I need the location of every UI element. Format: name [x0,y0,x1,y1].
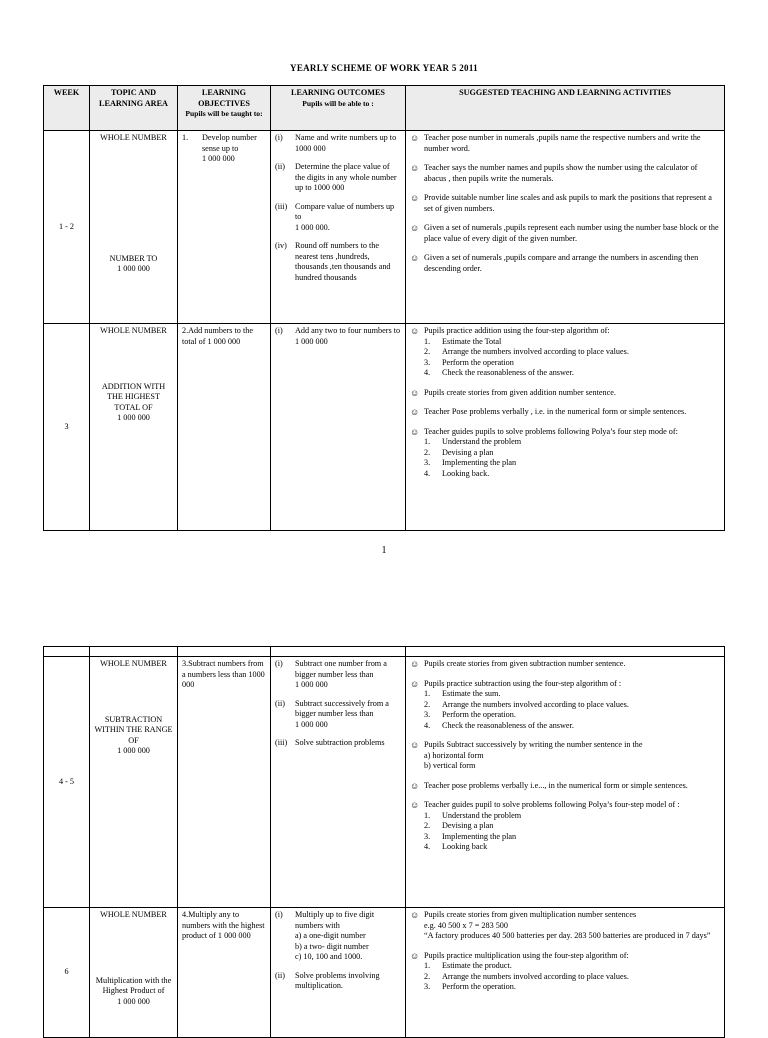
outcomes-cell [271,131,406,324]
smiley-icon: ☺ [410,800,420,810]
header-week: WEEK [44,86,90,131]
activity-steps [424,961,720,993]
activity-item [410,388,720,399]
topic-cell [90,131,178,324]
outcome-item [275,971,401,992]
outcome-text: Compare value of numbers up to 1 000 000. [295,201,395,232]
objective-text: 4.Multiply any to numbers with the highest product of 1 000 000 [182,910,265,940]
activity-text: Teacher Pose problems verbally , i.e. in the numerical form or simple sentences. [424,407,687,416]
outcomes-cell [271,657,406,908]
outcome-item [275,659,401,691]
step-text: Arrange the numbers involved according to place values. [442,699,629,709]
activity-body [424,326,720,379]
activity-text: Pupils practice addition using the four-step algorithm of: [424,326,610,335]
activity-step [424,458,720,469]
activities-cell [406,131,725,324]
step-text: Implementing the plan [442,831,517,841]
activities-cell [406,324,725,531]
activity-steps [424,337,720,379]
activity-body [424,740,720,772]
step-number: 4. [424,720,431,730]
table-header-row-blank [44,647,725,657]
step-text: Check the reasonableness of the answer. [442,720,574,730]
activity-text: Pupils create stories from given addition number sentence. [424,387,616,397]
step-number: 4. [424,468,431,478]
page-number: 1 [381,545,387,556]
document-title: YEARLY SCHEME OF WORK YEAR 5 2011 [290,63,478,73]
week-cell: 6 [44,908,90,1038]
smiley-icon: ☺ [410,326,420,336]
activity-step [424,469,720,480]
activity-body [424,910,720,942]
smiley-icon: ☺ [410,740,420,750]
topic-cell [90,908,178,1038]
step-number: 1. [424,961,431,970]
step-number: 3. [424,982,431,991]
step-number: 2. [424,347,431,356]
activity-body [424,800,720,853]
outcome-text: Name and write numbers up to 1000 000 [295,133,397,153]
outcome-item [275,699,401,731]
outcome-text: Solve subtraction problems [295,738,385,747]
step-text: Implementing the plan [442,458,517,467]
step-text: Estimate the Total [442,336,502,346]
topic-subject: SUBTRACTION WITHIN THE RANGE OF 1 000 000 [94,714,173,755]
header-activities: SUGGESTED TEACHING AND LEARNING ACTIVITIES [406,86,725,131]
objective-text: 3.Subtract numbers from a numbers less than 1000 000 [182,659,265,689]
outcome-text: Round off numbers to the nearest tens ,hundreds, thousands ,ten thousands and hundred thousands [295,241,391,282]
outcome-item [275,133,401,154]
topic-subject: Multiplication with the Highest Product of 1 000 000 [95,975,172,1006]
outcome-numeral: (i) [275,910,283,919]
activity-step [424,437,720,448]
step-number: 1. [424,689,431,698]
activity-step [424,689,720,700]
step-number: 3. [424,357,431,367]
outcome-numeral: (i) [275,326,283,335]
topic-cell [90,324,178,531]
outcome-text: Multiply up to five digit numbers with a) a one-digit number b) a two- digit number c) 10, 100 and 1000. [295,910,375,961]
outcomes-cell [271,324,406,531]
outcome-numeral: (iii) [275,738,288,747]
activity-text: Pupils create stories from given subtraction number sentence. [424,659,626,668]
activity-body [424,193,720,214]
activity-body [424,388,720,399]
activity-body [424,163,720,184]
activities-cell [406,908,725,1038]
step-text: Check the reasonableness of the answer. [442,368,574,377]
activity-item [410,407,720,418]
activity-text: Teacher guides pupils to solve problems following Polya’s four step mode of: [424,426,678,436]
activity-step [424,448,720,459]
activity-step [424,821,720,832]
outcome-text: Solve problems involving multiplication. [295,970,380,990]
step-text: Estimate the sum. [442,689,501,698]
activity-step [424,842,720,853]
activity-step [424,368,720,379]
activity-step [424,710,720,721]
outcome-numeral: (iv) [275,241,287,250]
step-number: 4. [424,368,431,377]
step-text: Perform the operation [442,357,514,367]
smiley-icon: ☺ [410,133,420,143]
activity-item [410,133,720,154]
activity-item [410,740,720,772]
outcome-text: Add any two to four numbers to 1 000 000 [295,326,401,346]
step-number: 3. [424,710,431,719]
activity-body [424,951,720,993]
step-number: 3. [424,831,431,841]
smiley-icon: ☺ [410,780,420,791]
activity-item [410,910,720,942]
step-number: 1. [424,336,431,346]
activity-item [410,781,720,792]
step-text: Understand the problem [442,810,522,820]
activity-item [410,193,720,214]
outcome-numeral: (i) [275,659,283,668]
step-number: 2. [424,821,431,830]
smiley-icon: ☺ [410,678,420,689]
activity-item [410,253,720,274]
header-objectives: LEARNING OBJECTIVES Pupils will be taught to: [178,86,271,131]
header-outcomes: LEARNING OUTCOMES Pupils will be able to : [271,86,406,131]
step-number: 3. [424,458,431,467]
activity-text: Provide suitable number line scales and ask pupils to mark the positions that represent a set of given numbers. [424,193,712,213]
activity-item [410,427,720,480]
activity-body [424,223,720,244]
topic-cell [90,657,178,908]
objective-cell [178,131,271,324]
activity-step [424,972,720,983]
activity-step [424,811,720,822]
objective-cell [178,908,271,1038]
outcome-numeral: (ii) [275,698,286,708]
activity-text: Pupils Subtract successively by writing the number sentence in the a) horizontal form b) vertical form [424,740,643,770]
scheme-table-page-1 [43,85,725,531]
activity-steps [424,811,720,853]
activity-step [424,358,720,369]
activity-item [410,659,720,670]
table-row [44,908,725,1038]
smiley-icon: ☺ [410,426,420,437]
outcome-item [275,202,401,234]
topic-heading: WHOLE NUMBER [100,133,167,142]
activity-body [424,253,720,274]
scheme-table-page-2 [43,646,725,1038]
smiley-icon: ☺ [410,407,420,417]
topic-heading: WHOLE NUMBER [100,910,167,919]
activity-text: Pupils practice multiplication using the four-step algorithm of: [424,950,629,960]
activity-body [424,679,720,732]
smiley-icon: ☺ [410,910,420,920]
objective-cell [178,657,271,908]
topic-heading: WHOLE NUMBER [100,659,167,668]
step-text: Looking back. [442,468,490,478]
activity-item [410,163,720,184]
step-text: Understand the problem [442,437,522,446]
activity-text: Teacher pose problems verbally i.e..., in the numerical form or simple sentences. [424,780,688,790]
activity-text: Pupils create stories from given multiplication number sentences e.g. 40 500 x 7 = 283 500 “A factory produces 40 500 batteries per day. 283 500 batteries are produced in 7 days” [424,910,711,940]
activity-step [424,347,720,358]
activity-step [424,982,720,993]
smiley-icon: ☺ [410,950,420,961]
activity-text: Teacher guides pupil to solve problems following Polya’s four-step model of : [424,800,680,809]
activity-step [424,721,720,732]
outcomes-cell [271,908,406,1038]
step-text: Perform the operation. [442,710,516,719]
objective-item [182,133,266,165]
activity-body [424,781,720,792]
activity-item [410,326,720,379]
step-text: Devising a plan [442,447,494,457]
activities-cell [406,657,725,908]
step-number: 4. [424,842,431,851]
smiley-icon: ☺ [410,223,420,233]
objective-number: 1. [182,133,189,142]
smiley-icon: ☺ [410,387,420,398]
step-text: Looking back [442,842,488,851]
activity-step [424,832,720,843]
outcome-item [275,910,401,963]
outcome-item [275,326,401,347]
activity-text: Teacher says the number names and pupils show the number using the calculator of abacus , then pupils write the numerals. [424,163,698,183]
step-number: 2. [424,699,431,709]
objective-cell [178,324,271,531]
step-number: 1. [424,810,431,820]
step-text: Estimate the product. [442,961,512,970]
activity-text: Pupils practice subtraction using the four-step algorithm of : [424,678,622,688]
table-header-row [44,86,725,131]
outcome-numeral: (ii) [275,970,286,980]
smiley-icon: ☺ [410,193,420,203]
activity-text: Given a set of numerals ,pupils compare and arrange the numbers in ascending then descending order. [424,253,699,273]
activity-steps [424,437,720,479]
smiley-icon: ☺ [410,659,420,669]
step-number: 1. [424,437,431,446]
week-cell: 3 [44,324,90,531]
activity-body [424,659,720,670]
table-row [44,657,725,908]
topic-subject: ADDITION WITH THE HIGHEST TOTAL OF 1 000 000 [101,381,166,422]
activity-text: Teacher pose number in numerals ,pupils name the respective numbers and write the number word. [424,133,701,153]
table-row [44,324,725,531]
activity-item [410,223,720,244]
activity-steps [424,689,720,731]
outcome-numeral: (ii) [275,162,286,171]
topic-heading: WHOLE NUMBER [100,326,167,335]
outcome-numeral: (i) [275,133,283,142]
smiley-icon: ☺ [410,163,420,173]
header-topic: TOPIC AND LEARNING AREA [90,86,178,131]
objective-text: Develop number sense up to 1 000 000 [202,133,257,163]
activity-step [424,961,720,972]
activity-body [424,407,720,418]
outcome-text: Subtract successively from a bigger number less than 1 000 000 [295,698,389,729]
step-number: 2. [424,447,431,457]
activity-text: Given a set of numerals ,pupils represent each number using the number base block or the place value of every digit of the given number. [424,223,719,243]
topic-subject: NUMBER TO 1 000 000 [109,253,158,273]
step-text: Devising a plan [442,821,494,830]
smiley-icon: ☺ [410,253,420,263]
step-text: Perform the operation. [442,982,516,991]
outcome-item [275,738,401,749]
step-text: Arrange the numbers involved according to place values. [442,971,629,981]
week-cell: 4 - 5 [44,657,90,908]
outcome-text: Subtract one number from a bigger number less than 1 000 000 [295,659,387,689]
activity-step [424,337,720,348]
step-text: Arrange the numbers involved according to place values. [442,347,629,356]
table-row [44,131,725,324]
objective-text: 2.Add numbers to the total of 1 000 000 [182,326,253,346]
outcome-item [275,162,401,194]
outcome-item [275,241,401,283]
outcome-numeral: (iii) [275,201,288,211]
outcome-text: Determine the place value of the digits in any whole number up to 1000 000 [295,162,397,192]
step-number: 2. [424,971,431,981]
activity-body [424,427,720,480]
activity-item [410,679,720,732]
week-cell: 1 - 2 [44,131,90,324]
activity-item [410,800,720,853]
activity-body [424,133,720,154]
activity-step [424,700,720,711]
activity-item [410,951,720,993]
